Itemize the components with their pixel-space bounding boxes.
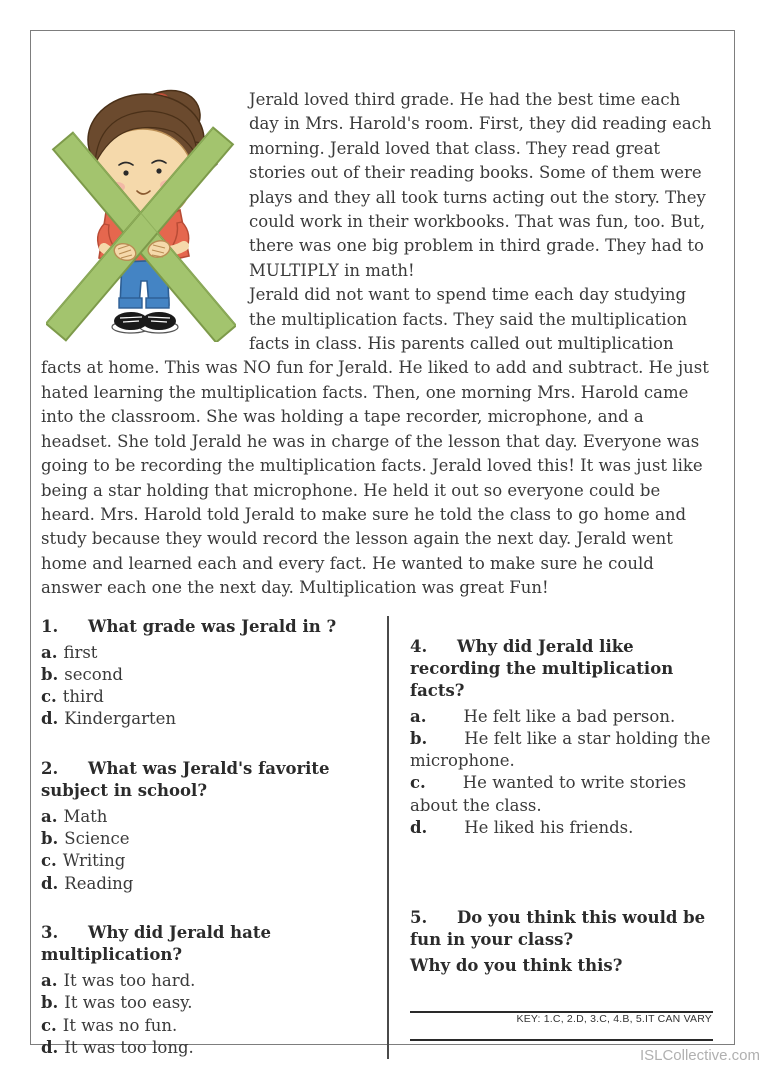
question-3-header (41, 922, 373, 966)
question-4 (410, 636, 713, 840)
answer-blank-line-2 (410, 1039, 713, 1041)
question-1-option-b: b. second (41, 664, 123, 684)
girl-multiplication-illustration (46, 84, 236, 342)
question-4-header (410, 636, 713, 702)
question-4-option-a: a. He felt like a bad person. (410, 706, 676, 726)
question-number: 2. (41, 758, 59, 778)
question-1 (41, 616, 373, 731)
question-5-subtext: Why do you think this? (410, 956, 623, 976)
question-1-option-c: c. third (41, 687, 104, 707)
story-paragraph-1: Jerald loved third grade. He had the best time each day in Mrs. Harold's room. First, they did reading each morning. Jerald loved that class. They read great stories out of their reading books. Some of them were plays and they all took turns acting out the story. They could work in their workbooks. That was fun, too. But, there was one big problem in third grade. They had to MULTIPLY in math! (249, 90, 712, 280)
question-number: 5. (410, 908, 428, 928)
question-3-option-a: a. It was too hard. (41, 970, 196, 990)
question-3-option-c: c. It was no fun. (41, 1015, 178, 1035)
question-3-option-b: b. It was too easy. (41, 993, 193, 1013)
question-4-option-c: c. He wanted to write stories about the class. (410, 773, 687, 815)
question-2-option-b: b. Science (41, 829, 130, 849)
question-number: 1. (41, 616, 59, 636)
question-text: Why did Jerald like recording the multiplication facts? (410, 636, 674, 700)
worksheet-page (30, 30, 735, 1057)
questions-section (41, 616, 713, 1060)
question-2 (41, 758, 373, 895)
question-2-option-d: d. Reading (41, 873, 134, 893)
question-5-header (410, 907, 713, 951)
question-number: 3. (41, 922, 59, 942)
questions-left-column (41, 616, 387, 1060)
girl-holding-x-icon (46, 84, 236, 342)
question-text: What grade was Jerald in ? (88, 616, 337, 636)
question-4-option-b: b. He felt like a star holding the microphone. (410, 728, 711, 771)
question-text: Do you think this would be fun in your class? (410, 908, 706, 950)
question-2-header (41, 758, 373, 802)
story-paragraph-2: Jerald did not want to spend time each day studying the multiplication facts. They said the multiplication facts in class. His parents called out multiplication facts at home. This was NO fun for Jerald. He liked to add and subtract. He just hated learning the multiplication facts. Then, one morning Mrs. Harold came into the classroom. She was holding a tape recorder, microphone, and a headset. She told Jerald he was in charge of the lesson that day. Everyone was going to be recording the multiplication facts. Jerald loved this! It was just like being a star holding that microphone. He held it out so everyone could be heard. Mrs. Harold told Jerald to make sure he told the class to go home and study because they would record the lesson again the next day. Jerald went home and learned each and every fact. He wanted to make sure he could answer each one the next day. Multiplication was great Fun! (41, 285, 709, 598)
question-1-header (41, 616, 373, 638)
answer-key: KEY: 1.C, 2.D, 3.C, 4.B, 5.IT CAN VARY (516, 1013, 712, 1025)
question-1-option-a: a. first (41, 642, 98, 662)
question-text: Why did Jerald hate multiplication? (41, 922, 271, 964)
question-3-option-d: d. It was too long. (41, 1037, 194, 1057)
story-section (41, 88, 713, 601)
question-number: 4. (410, 636, 428, 656)
question-3 (41, 922, 373, 1059)
question-2-option-a: a. Math (41, 806, 108, 826)
islcollective-watermark: ISLCollective.com (639, 1047, 760, 1064)
question-2-option-c: c. Writing (41, 851, 126, 871)
question-4-option-d: d. He liked his friends. (410, 818, 634, 838)
questions-right-column (387, 616, 713, 1060)
question-text: What was Jerald's favorite subject in school? (41, 758, 330, 800)
question-1-option-d: d. Kindergarten (41, 709, 177, 729)
